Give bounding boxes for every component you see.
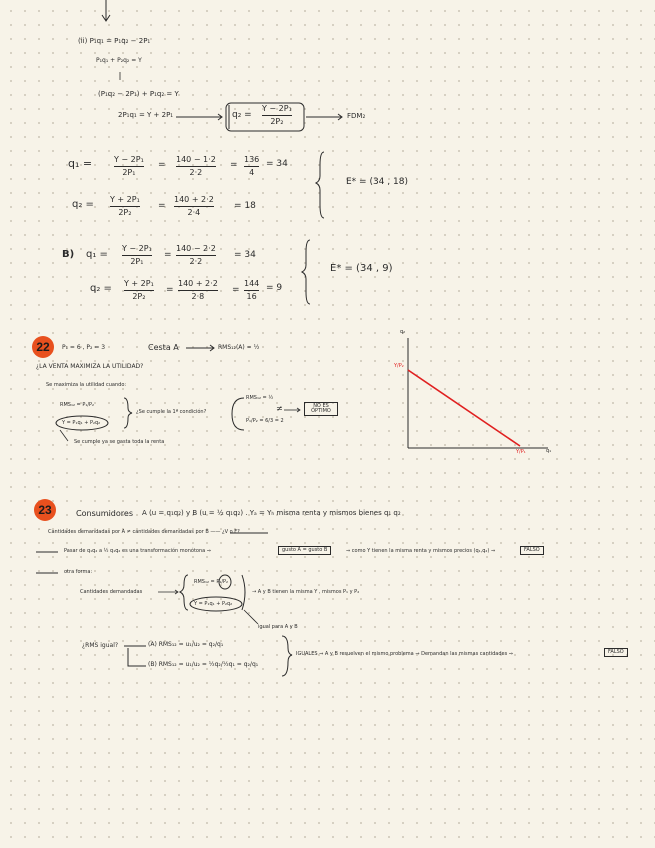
exercise-23-badge: 23	[34, 499, 56, 521]
boxed-lhs: q₂ =	[232, 110, 252, 120]
calc1-q2-label: q₂ =	[72, 199, 94, 210]
ex23-cond-rms: RMS₁₂ = P₁/P₂	[194, 579, 229, 585]
ex22-answer-box: NO ES ÓPTIMO	[304, 402, 338, 416]
boxed-denominator: 2P₂	[270, 117, 284, 126]
calc-b-q2-label: q₂ =	[90, 283, 112, 294]
budget-equation: P₁q₁ + P₂q₂ = Y	[96, 57, 142, 64]
ex22-cond1: RMS₁₂ = P₁/P₂	[60, 402, 95, 408]
ex22-not-equal: ≠	[276, 404, 283, 413]
calc1-q1-substitution: 140 − 1·2 2·2	[176, 155, 216, 177]
graph-y-intercept: Y/P₂	[394, 363, 404, 369]
calc-b-label: B)	[62, 249, 75, 260]
calc1-q1-label: q₁ =	[68, 157, 93, 170]
substitution-equation: (P₁q₂ − 2P₁) + P₁q₂ = Y	[98, 90, 179, 98]
ex22-rms: RMS₁₂(A) = ½	[218, 344, 260, 351]
calc1-q1-fraction: 136 4	[244, 155, 260, 177]
graph-y-label: q₂	[400, 329, 406, 335]
exercise-22-badge: 22	[32, 336, 54, 358]
ex23-box-false-1: FALSO	[520, 546, 544, 555]
boxed-fraction	[262, 105, 292, 126]
step-label: (ii) P₁q₁ = P₁q₂ − 2P₁	[78, 37, 151, 45]
budget-line	[408, 370, 520, 446]
calc-b-q1-formula: Y − 2P₁ 2P₁	[122, 244, 152, 266]
ex22-note: Se maximiza la utilidad cuando:	[46, 382, 127, 388]
ex23-consumers: Consumidores	[76, 509, 133, 518]
ex23-statement: Cantidades demandadas por A ≠ cantidades demandadas por B —— ¿V o F?	[48, 529, 240, 535]
ex22-question: ¿LA VENTA MAXIMIZA LA UTILIDAD?	[36, 363, 144, 370]
calc-b-q1-label: q₁ =	[86, 249, 108, 260]
fdm-label: FDM₂	[347, 112, 366, 120]
ex23-box-false-2: FALSO	[604, 648, 628, 657]
calc-b-q2-substitution: 140 + 2·2 2·8	[178, 279, 218, 301]
calc-b-q2-fraction: 144 16	[244, 279, 260, 301]
ex23-rms-question: ¿RMS igual?	[82, 642, 119, 649]
ex23-conclusion: IGUALES ⇒ A y B resuelven el mismo problema ⇒ Demandan las mismas cantidades ⇒	[296, 651, 513, 657]
calc1-q2-result: = 18	[234, 201, 256, 211]
ex23-rms-a: (A) RMS₁₂ = u₁/u₂ = q₂/q₁	[148, 641, 224, 648]
graph-x-label: q₁	[546, 448, 552, 454]
calc-b-equilibrium: E* = (34 , 9)	[330, 263, 393, 274]
ex23-rms-b: (B) RMS₁₂ = u₁/u₂ = ½q₂/½q₁ = q₂/q₁	[148, 661, 259, 668]
calc-b-q2-result: = 9	[266, 283, 283, 293]
calc-b-q2-formula: Y + 2P₁ 2P₂	[124, 279, 154, 301]
ex23-line1b: ⇒ como Y tienen la misma renta y mismos precios (q₁,q₂) ⇒	[346, 548, 496, 554]
ex23-same-text: → A y B tienen la misma Y , mismos P₁ y P₂	[252, 589, 360, 595]
ex23-equal-text: igual para A y B	[258, 624, 298, 630]
calc1-q1-formula: Y − 2P₁ 2P₁	[114, 155, 144, 177]
calc1-q1-result: = 34	[266, 159, 288, 169]
ex22-note2: Se cumple ya se gasta toda la renta	[74, 439, 165, 445]
ex22-price-ratio: P₁/P₂ = 6/3 = 2	[246, 418, 284, 424]
ex23-line2: otra forma:	[64, 569, 93, 575]
ex23-utilities: A (u = q₁q₂) y B (u = ½ q₁q₂) . Yₐ = Yₕ misma renta y mismos bienes q₁ q₂	[142, 509, 401, 517]
calc1-q2-formula: Y + 2P₁ 2P₂	[110, 195, 140, 217]
calc-b-q1-substitution: 140 − 2·2 2·2	[176, 244, 216, 266]
ex23-cond-y: Y = P₁q₁ + P₂q₂	[194, 601, 233, 607]
boxed-numerator: Y − 2P₁	[262, 104, 292, 113]
ex22-rms-value: RMS₁₂ = ½	[246, 395, 274, 401]
calc-b-q1-result: = 34	[234, 250, 256, 260]
ex22-prices: P₁ = 6 , P₂ = 3	[62, 344, 106, 351]
budget-line-graph	[408, 338, 548, 448]
ex22-cond2: Y = P₁q₁ + P₂q₂	[62, 420, 101, 426]
graph-x-intercept: Y/P₁	[516, 449, 526, 455]
simplified-equation: 2P₁q₁ = Y + 2P₁	[118, 111, 174, 119]
calc1-equilibrium: E* = (34 , 18)	[346, 177, 408, 187]
calc1-q2-substitution: 140 + 2·2 2·4	[174, 195, 214, 217]
ex23-demanded: Cantidades demandadas	[80, 589, 143, 595]
ex22-question2: ¿Se cumple la 1ª condición?	[136, 409, 207, 415]
ex22-cesta: Cesta A	[148, 343, 179, 352]
ex23-box-gusto: gusto A = gusto B	[278, 546, 331, 555]
ex23-line1: Pasar de q₁q₂ a ½ q₁q₂ es una transformación monótona ⇒	[64, 548, 211, 554]
